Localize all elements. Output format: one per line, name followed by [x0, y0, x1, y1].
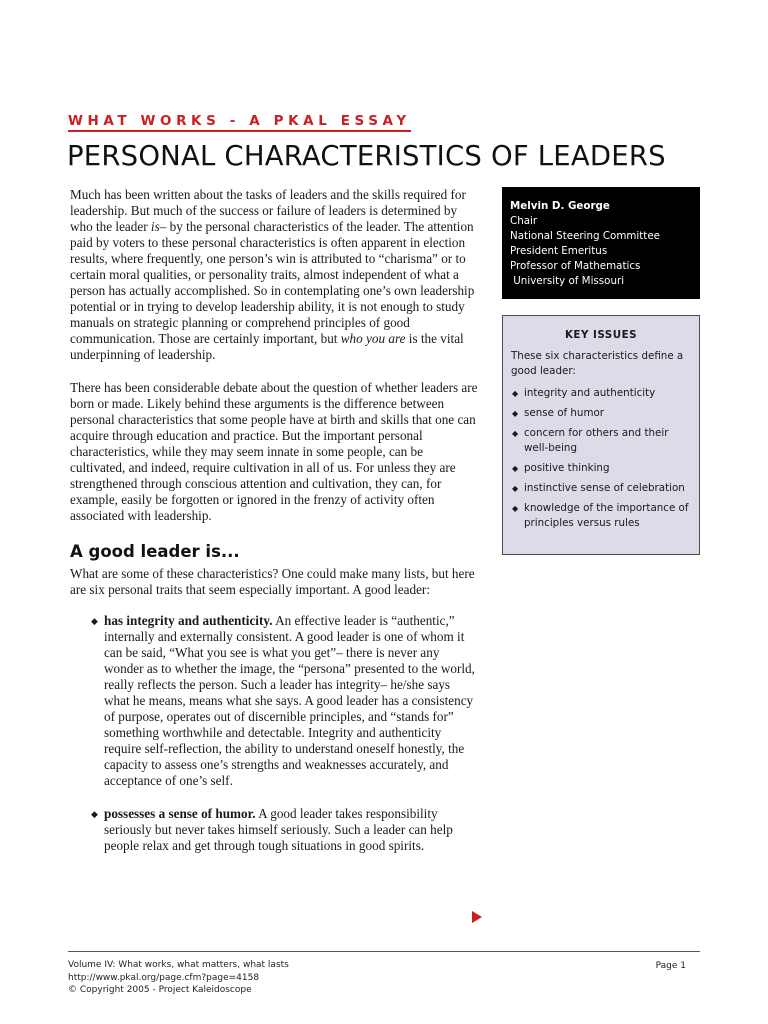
page-title: PERSONAL CHARACTERISTICS OF LEADERS: [67, 140, 666, 172]
list-item: [91, 806, 478, 854]
footer-copyright: © Copyright 2005 - Project Kaleidoscope: [68, 985, 252, 995]
trait-title: possesses a sense of humor.: [104, 806, 256, 821]
diamond-bullet-icon: ◆: [512, 429, 519, 438]
key-issues-heading: KEY ISSUES: [564, 329, 638, 341]
list-item: ◆ positive thinking: [512, 462, 610, 474]
diamond-bullet-icon: ◆: [512, 389, 519, 398]
section-paragraph: What are some of these characteristics? One could make many lists, but here are six personal traits that seem especially important. A good leader:: [70, 566, 475, 597]
emphasis-who-you-are: who you are: [340, 331, 406, 346]
author-line: Professor of Mathematics: [510, 260, 641, 272]
author-line: National Steering Committee: [510, 230, 661, 242]
author-name: Melvin D. George: [510, 200, 610, 212]
diamond-bullet-icon: ◆: [512, 484, 519, 493]
footer-divider: [68, 951, 700, 952]
key-issues-box: [502, 315, 700, 555]
intro-paragraph-1: Much has been written about the tasks of leaders and the skills required for leadership. But much of the success or failure of leaders is determined by who the leader is– by the personal characteristics of the leader. The attention paid by voters to these personal characteristics is often apparent in election results, where frequently, one person’s win is attributed to “charisma” or to certain moral qualities, or personality traits, almost independent of what a person has actually accomplished. So in contemplating one’s own leadership potential or in trying to develop leadership ability, it is not enough to study manuals on strategic planning or comprehend principles of good communication. Those are certainly important, but who you are is the vital underpinning of leadership.: [70, 187, 475, 362]
essay-body: [70, 187, 478, 871]
list-item: ◆ knowledge of the importance of principles versus rules: [512, 502, 689, 529]
author-line: President Emeritus: [510, 245, 608, 257]
intro-paragraph-2: There has been considerable debate about the question of whether leaders are born or made. Likely behind these arguments is the difference between personal characteristics that some people have at birth and skills that one can acquire through education and practice. But the important personal characteristics, while they may seem innate in some people, can be cultivated, and indeed, require cultivation in all of us. For unless they are strengthened through conscious attention and cultivation, they can, for example, easily be forgotten or ignored in the frenzy of activity often associated with leadership.: [70, 380, 478, 523]
key-issues-intro: These six characteristics define a good leader:: [511, 350, 684, 377]
author-box: [502, 187, 700, 299]
author-line: University of Missouri: [510, 275, 625, 287]
key-issues-list: [511, 386, 691, 531]
trait-title: has integrity and authenticity.: [104, 613, 273, 628]
next-page-arrow-icon[interactable]: [472, 911, 482, 923]
diamond-bullet-icon: ◆: [512, 464, 519, 473]
list-item: ◆ concern for others and their well-being: [512, 427, 669, 454]
author-line: Chair: [510, 215, 538, 227]
page-number: Page 1: [655, 961, 686, 971]
page-footer: [68, 959, 700, 997]
list-item: ◆ integrity and authenticity: [512, 387, 656, 399]
list-item: [91, 613, 478, 789]
diamond-bullet-icon: ◆: [91, 616, 98, 626]
footer-volume: Volume IV: What works, what matters, what lasts: [68, 960, 289, 970]
diamond-bullet-icon: ◆: [512, 409, 519, 418]
list-item: ◆ instinctive sense of celebration: [512, 482, 685, 494]
diamond-bullet-icon: ◆: [91, 809, 98, 819]
trait-text: An effective leader is “authentic,” internally and externally consistent. A good leader is one of whom it can be said, “What you see is what you get”– there is never any wonder as to whether the image, the “persona” presented to the world, really reflects the person. Such a leader has integrity– he/she says what he means, means what she says. A good leader has a consistency of purpose, operates out of discernible principles, and “stands for” something worthwhile and detectable. Integrity and authenticity require self-reflection, the ability to understand oneself honestly, the capacity to assess one’s strengths and weaknesses accurately, and acceptance of one’s self.: [104, 613, 475, 788]
section-heading: A good leader is...: [70, 542, 240, 561]
trait-list: [70, 613, 478, 854]
footer-url-link[interactable]: http://www.pkal.org/page.cfm?page=4158: [68, 972, 260, 983]
section-kicker: WHAT WORKS - A PKAL ESSAY: [68, 113, 411, 132]
trait-text: A good leader takes responsibility seriously but never takes himself seriously. Such a leader can help people relax and get through tough situations in good spirits.: [104, 806, 453, 853]
emphasis-is: is: [150, 219, 160, 234]
diamond-bullet-icon: ◆: [512, 504, 519, 513]
list-item: ◆ sense of humor: [512, 407, 605, 419]
